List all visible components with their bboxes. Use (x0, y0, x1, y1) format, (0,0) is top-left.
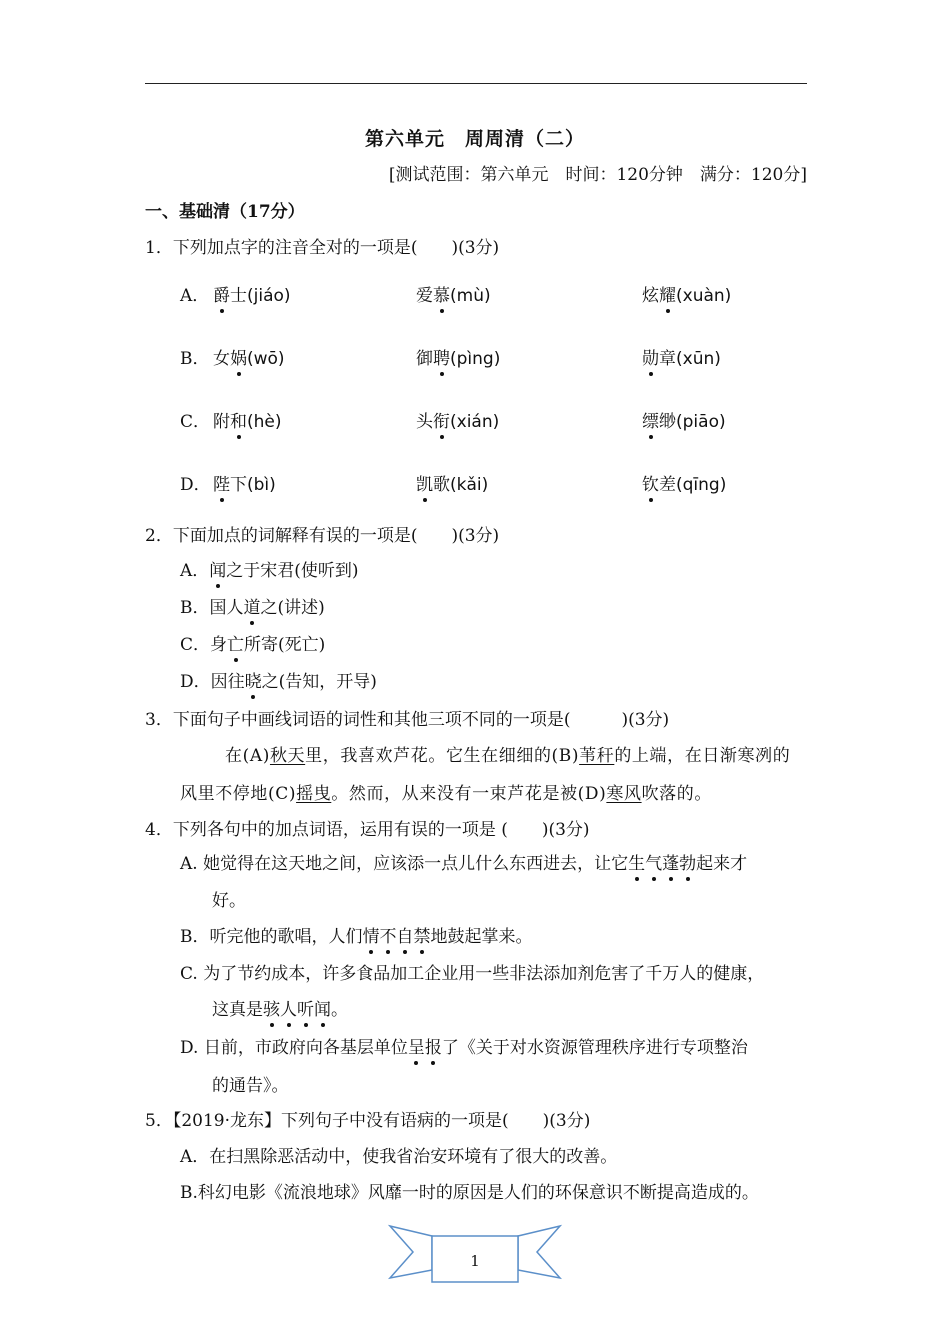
dotted-char: 禁 (414, 922, 431, 947)
pinyin-choice (642, 344, 721, 369)
question-5-option (180, 1178, 759, 1203)
option-text: 这真是 (212, 1000, 263, 1020)
underlined-word-c: 摇曳 (296, 784, 332, 804)
pinyin: (xián) (450, 412, 500, 432)
dotted-word (363, 927, 431, 947)
dotted-char: 不 (380, 922, 397, 947)
dotted-word (628, 854, 696, 874)
option-text: 为了节约成本，许多食品加工企业用一些非法添加剂危害了千万人的健康， (203, 964, 765, 984)
pinyin: (kǎi) (450, 475, 489, 495)
option-text: 因往 (210, 672, 245, 692)
dotted-char: 道 (244, 593, 261, 618)
option-letter: B． (180, 598, 210, 618)
question-2-option (180, 556, 359, 581)
question-4-option-a-continued: 好。 (212, 891, 246, 911)
passage-text: 风里不停地(C) (180, 784, 297, 804)
dotted-char: 听 (297, 995, 314, 1020)
dotted-char: 骇 (263, 995, 280, 1020)
passage-text: 的上端，在日渐寒冽的 (614, 746, 791, 766)
word-char: 士 (230, 286, 247, 306)
section-heading: 一、基础清（17分） (145, 202, 305, 222)
dotted-char: 聘 (433, 344, 450, 369)
dotted-char: 和 (230, 407, 247, 432)
word-char: 炫 (642, 286, 659, 306)
underlined-word-d: 寒风 (606, 784, 642, 804)
option-text: 地鼓起掌来。 (430, 927, 533, 947)
passage-text: 。然而，从来没有一束芦花是被(D) (331, 784, 607, 804)
pinyin-choice (416, 407, 499, 432)
underlined-word-a: 秋天 (269, 746, 306, 766)
option-letter: C． (180, 412, 211, 432)
pinyin: (jiáo) (247, 286, 291, 306)
dotted-char: 自 (397, 922, 414, 947)
option-text: 她觉得在这天地之间，应该添一点儿什么东西进去，让它 (203, 854, 629, 874)
option-text: 在扫黑除恶活动中，使我省治安环境有了很大的改善。 (209, 1147, 618, 1167)
option-text: 身 (210, 635, 228, 655)
option-letter: C． (180, 635, 211, 655)
question-4-option-d-continued: 的通告》。 (212, 1076, 289, 1096)
question-5-stem (145, 1106, 590, 1131)
dotted-char: 亡 (227, 630, 244, 655)
pinyin: (hè) (247, 412, 282, 432)
dotted-char: 勃 (679, 849, 696, 874)
dotted-char: 勋 (642, 344, 659, 369)
dotted-char: 人 (280, 995, 297, 1020)
question-4-stem: 4．下列各句中的加点词语，运用有误的一项是 ( )(3分) (145, 820, 590, 840)
question-4-option-a (180, 849, 747, 874)
dotted-char: 报 (425, 1033, 442, 1058)
word-char: 女 (213, 349, 230, 369)
header-rule (145, 83, 807, 84)
dotted-char: 衔 (433, 407, 450, 432)
dotted-char: 慕 (433, 281, 450, 306)
question-4-option-c-continued (212, 995, 348, 1020)
pinyin-choice (642, 281, 731, 306)
option-letter: B. (180, 1183, 198, 1203)
question-3-passage-line-1 (225, 741, 790, 766)
pinyin: (bì) (247, 475, 276, 495)
pinyin: (qīng) (676, 475, 727, 495)
pinyin-choice (213, 281, 291, 306)
question-5-option (180, 1142, 617, 1167)
passage-text: 里，我喜欢芦花。它生在细细的(B) (305, 746, 580, 766)
dotted-char: 闻 (314, 995, 331, 1020)
dotted-word (408, 1038, 442, 1058)
pinyin-choice (213, 470, 276, 495)
dotted-char: 情 (363, 922, 380, 947)
option-text: 。 (331, 1000, 348, 1020)
dotted-char: 凯 (416, 470, 433, 495)
word-char: 缈 (659, 412, 676, 432)
question-2-option (180, 593, 325, 618)
pinyin-choice (416, 344, 500, 369)
option-letter: A． (180, 1147, 210, 1167)
pinyin: (piāo) (676, 412, 726, 432)
dotted-char: 钦 (642, 470, 659, 495)
option-letter: A． (180, 561, 210, 581)
option-text: 科幻电影《流浪地球》风靡一时的原因是人们的环保意识不断提高造成的。 (197, 1183, 759, 1203)
dotted-word (263, 1000, 331, 1020)
test-scope-line: [测试范围：第六单元 时间：120分钟 满分：120分] (388, 165, 807, 185)
dotted-char: 晓 (245, 667, 262, 692)
pinyin: (wō) (247, 349, 285, 369)
option-letter: A. (180, 854, 198, 874)
passage-text: 吹落的。 (641, 784, 712, 804)
option-text: 所寄(死亡) (244, 635, 326, 655)
question-3-stem: 3．下面句子中画线词语的词性和其他三项不同的一项是( )(3分) (145, 710, 670, 730)
word-char: 章 (659, 349, 676, 369)
question-2-option (180, 630, 325, 655)
pinyin: (pìng) (450, 349, 501, 369)
option-letter: B． (180, 927, 210, 947)
dotted-char: 生 (628, 849, 645, 874)
word-char: 歌 (433, 475, 450, 495)
pinyin-choice (416, 281, 491, 306)
option-text: 国人 (209, 598, 244, 618)
dotted-char: 爵 (213, 281, 230, 306)
dotted-char: 陛 (213, 470, 230, 495)
option-letter: D． (180, 475, 211, 495)
word-char: 头 (416, 412, 433, 432)
dotted-char: 呈 (408, 1033, 425, 1058)
dotted-char: 缥 (642, 407, 659, 432)
pinyin: (xūn) (676, 349, 721, 369)
question-number: 5． (145, 1111, 173, 1131)
option-text: 之(讲述) (260, 598, 325, 618)
underlined-word-b: 苇秆 (579, 746, 615, 766)
word-char: 差 (659, 475, 676, 495)
question-1-stem: 1．下列加点字的注音全对的一项是( )(3分) (145, 238, 500, 258)
option-text: 日前，市政府向各基层单位 (203, 1038, 408, 1058)
question-text: 下列句子中没有语病的一项是( )(3分) (281, 1111, 591, 1131)
source-tag: 【2019·龙东】 (172, 1111, 281, 1131)
page-number: 1 (470, 1252, 480, 1270)
option-letter: D． (180, 672, 211, 692)
word-char: 御 (416, 349, 433, 369)
option-text: 之于宋君(使听到) (226, 561, 359, 581)
question-4-option-d (180, 1033, 748, 1058)
question-4-option-b (180, 922, 533, 947)
pinyin-choice (213, 344, 285, 369)
option-letter: B． (180, 349, 210, 369)
option-text: 之(告知，开导) (261, 672, 377, 692)
word-char: 爱 (416, 286, 433, 306)
pinyin: (xuàn) (676, 286, 732, 306)
question-4-option-c (180, 959, 764, 984)
dotted-char: 耀 (659, 281, 676, 306)
question-2-stem: 2．下面加点的词解释有误的一项是( )(3分) (145, 526, 500, 546)
pinyin-choice (416, 470, 488, 495)
dotted-char: 娲 (230, 344, 247, 369)
dotted-char: 蓬 (662, 849, 679, 874)
pinyin-choice (642, 407, 726, 432)
pinyin: (mù) (450, 286, 491, 306)
option-text: 起来才 (696, 854, 748, 874)
option-letter: C. (180, 964, 198, 984)
pinyin-choice (642, 470, 726, 495)
option-letter: D. (180, 1038, 199, 1058)
question-2-option (180, 667, 377, 692)
dotted-char: 气 (645, 849, 662, 874)
question-3-passage-line-2 (180, 779, 712, 804)
word-char: 附 (213, 412, 230, 432)
dotted-char: 闻 (209, 556, 226, 581)
pinyin-choice (213, 407, 282, 432)
option-text: 听完他的歌唱，人们 (209, 927, 363, 947)
option-letter: A． (180, 286, 210, 306)
page-title: 第六单元 周周清（二） (364, 128, 585, 150)
passage-text: 在(A) (225, 746, 270, 766)
word-char: 下 (230, 475, 247, 495)
option-text: 了《关于对水资源管理秩序进行专项整治 (441, 1038, 748, 1058)
